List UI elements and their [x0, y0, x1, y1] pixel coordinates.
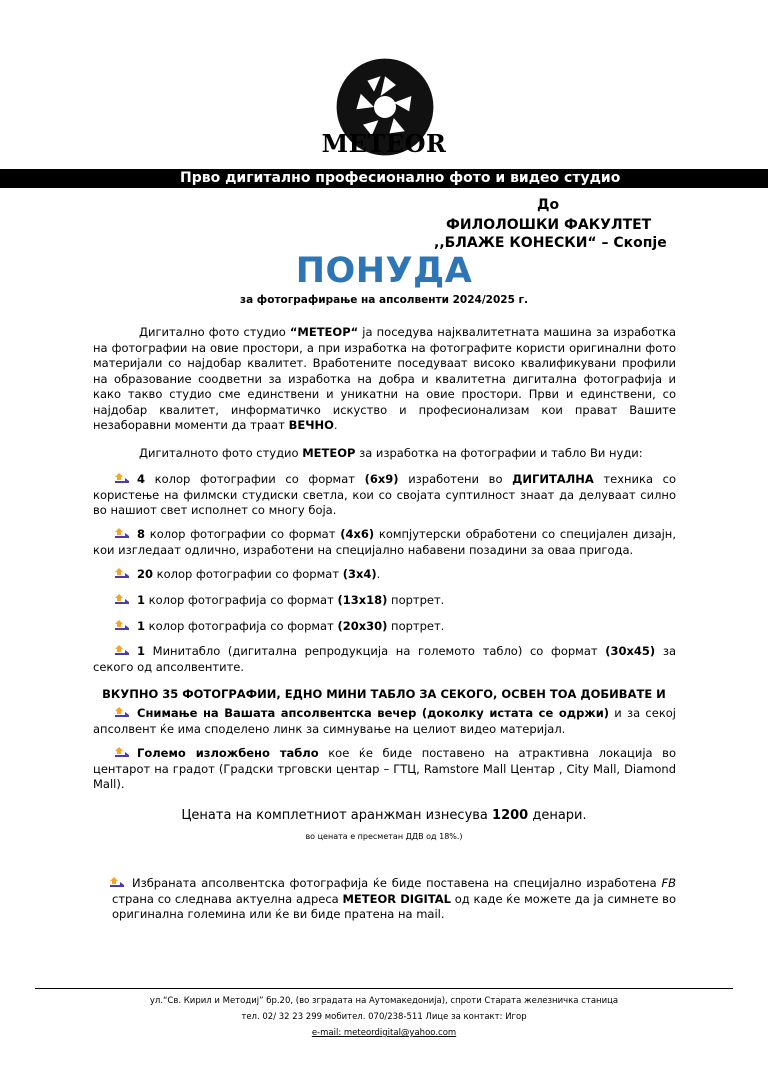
recipient-name: ФИЛОЛОШКИ ФАКУЛТЕТ: [446, 217, 652, 233]
footer-divider: [35, 988, 733, 989]
offer-item: 4 колор фотографии со формат (6x9) изработени во ДИГИТАЛНА техника со користење на филмски студиски светла, кои со својата суптилност знаат да делуваат силно во нашиот свет исполнет со многу боја.: [93, 472, 676, 517]
bullet-arrow-icon: [115, 620, 131, 631]
recipient-to: До: [537, 197, 560, 213]
footer-address: ул.“Св. Кирил и Методиј” бр.20, (во зградата на Аутомакедонија), спроти Старата железничка станица: [149, 996, 619, 1006]
logo-wordmark: METEOR: [321, 129, 447, 158]
offer-item: 20 колор фотографии со формат (3x4).: [93, 567, 676, 583]
footer-phones: тел. 02/ 32 23 299 мобител. 070/238-511 Лице за контакт: Игор: [241, 1012, 527, 1022]
total-summary: ВКУПНО 35 ФОТОГРАФИИ, ЕДНО МИНИ ТАБЛО ЗА СЕКОГО, ОСВЕН ТОА ДОБИВАТЕ И: [102, 687, 666, 701]
offer-item: 1 Минитабло (дигитална репродукција на големото табло) со формат (30x45) за секого од апсолвентите.: [93, 644, 676, 674]
offers-intro: Дигиталното фото студио МЕТЕОР за изработка на фотографии и табло Ви нуди:: [139, 446, 643, 460]
footer-email[interactable]: e-mail: meteordigital@yahoo.com: [311, 1028, 457, 1038]
offer-title: ПОНУДА: [295, 251, 473, 291]
offer-subtitle: за фотографирање на апсолвенти 2024/2025 г.: [239, 294, 529, 306]
bullet-arrow-icon: [115, 528, 131, 539]
bullet-arrow-icon: [115, 747, 131, 758]
bullet-arrow-icon: [115, 594, 131, 605]
recipient-subname: ,,БЛАЖЕ КОНЕСКИ“ – Скопје: [434, 235, 667, 251]
extra-item: Снимање на Вашата апсолвентска вечер (доколку истата се одржи) и за секој апсолвент ќе има споделено линк за симнување на целиот видео материјал.: [93, 706, 676, 736]
extra-item: Големо изложбено табло кое ќе биде поставено на атрактивна локација во центарот на градот (Градски трговски центар – ГТЦ, Ramstore Mall Центар , City Mall, Diamond Mall).: [93, 746, 676, 791]
bullet-arrow-icon: [115, 473, 131, 484]
offer-item: 1 колор фотографија со формат (20x30) портрет.: [93, 619, 676, 635]
vat-note: во цената е пресметан ДДВ од 18%.): [305, 832, 463, 841]
bullet-arrow-icon: [115, 645, 131, 656]
tagline-banner: [0, 169, 768, 188]
bullet-arrow-icon: [115, 707, 131, 718]
bullet-arrow-icon: [115, 568, 131, 579]
offer-item: 8 колор фотографии со формат (4x6) компјутерски обработени со специјален дизајн, кои изгледаат одлично, изработени на специјално набавени позадини за оваа пригода.: [93, 527, 676, 557]
intro-paragraph: Дигитално фото студио “МЕТЕОР“ ја поседува најквалитетната машина за изработка на фотографии на овие простори, а при изработка на фотографите користи оригинални фото материјали со најдобар квалитет. Вработените поседуваат високо квалификувани профили на образование соодветни за изработка на добра и квалитетна дигитална фотографија и како такво студио сме единствени и уникатни на овие простори. Први и единствени, со најдобар квалитет, информатичко искуство и професионализам кои прават Вашите незаборавни моменти да траат ВЕЧНО.: [93, 325, 676, 432]
offer-item: 1 колор фотографија со формат (13x18) портрет.: [93, 593, 676, 609]
tagline-text: Прво дигитално професионално фото и видео студио: [180, 170, 621, 186]
fb-note: Избраната апсолвентска фотографија ќе биде поставена на специјално изработена FB страна со следнава актуелна адреса METEOR DIGITAL од каде ќе можете да ја симнете во оригинална големина или ќе ви биде пратена на mail.: [112, 876, 676, 921]
bullet-arrow-icon: [110, 877, 126, 888]
price-line: Цената на комплетниот аранжман изнесува 1200 денари.: [181, 808, 587, 823]
